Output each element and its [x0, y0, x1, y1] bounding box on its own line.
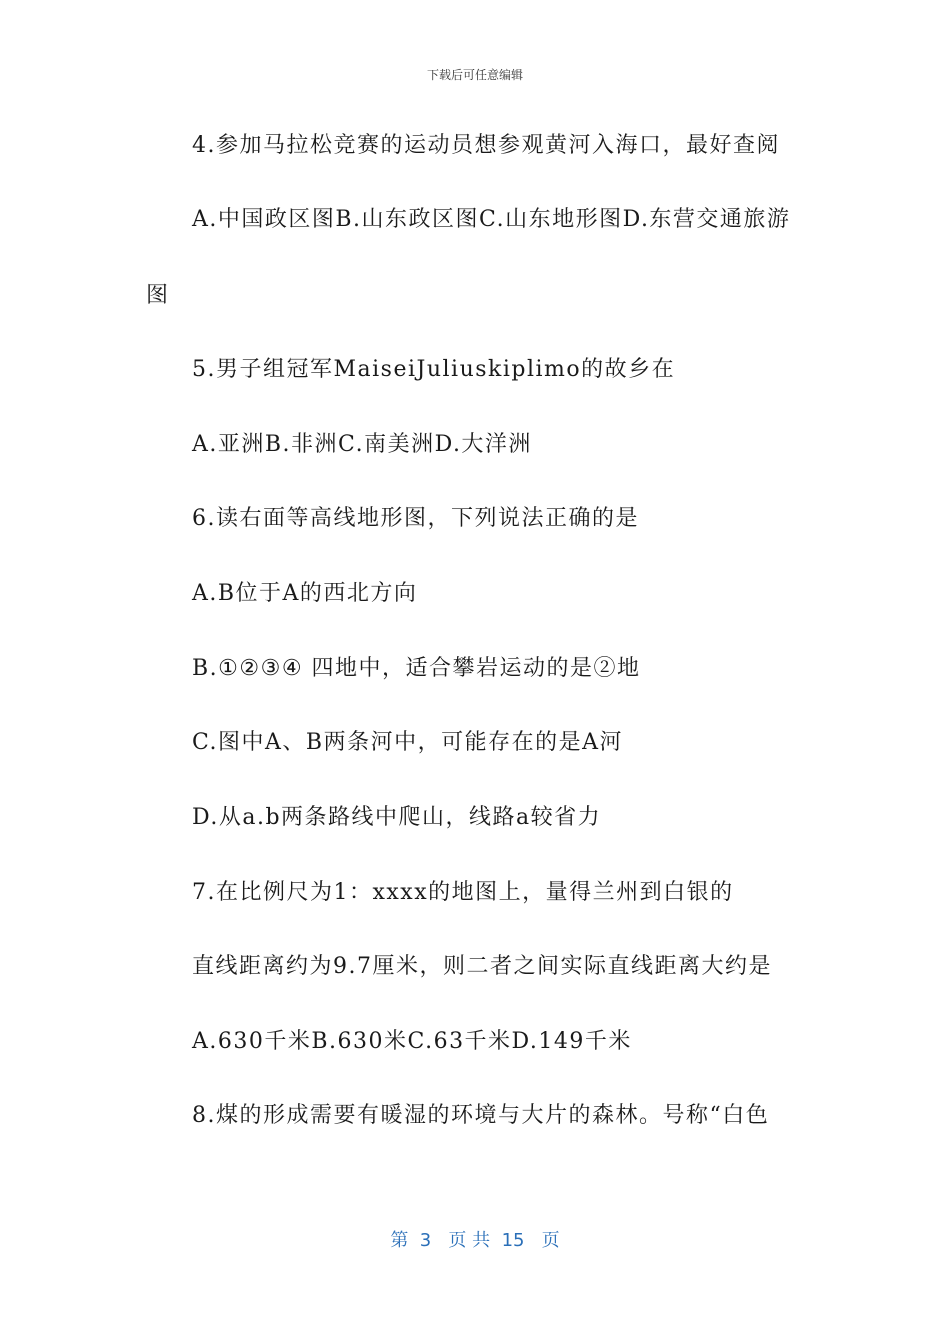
- question-5-options: A.亚洲B.非洲C.南美洲D.大洋洲: [192, 432, 532, 457]
- question-6-option-c: C.图中A、B两条河中，可能存在的是A河: [192, 730, 623, 755]
- question-6-option-a: A.B位于A的西北方向: [192, 581, 418, 606]
- question-8-stem: 8.煤的形成需要有暖湿的环境与大片的森林。号称“白色: [192, 1103, 770, 1128]
- download-note-header: 下载后可任意编辑: [426, 68, 523, 82]
- question-7-stem: 7.在比例尺为1：xxxx的地图上，量得兰州到白银的: [192, 880, 734, 905]
- question-4-stem: 4.参加马拉松竞赛的运动员想参观黄河入海口，最好查阅: [192, 133, 780, 158]
- question-7-stem-continued: 直线距离约为9.7厘米，则二者之间实际直线距离大约是: [192, 954, 772, 979]
- question-4-options: A.中国政区图B.山东政区图C.山东地形图D.东营交通旅游: [192, 207, 791, 232]
- question-5-stem: 5.男子组冠军MaiseiJuliuskiplimo的故乡在: [192, 357, 676, 382]
- page-number-footer: 第 3 页 共 15 页: [390, 1230, 560, 1251]
- question-7-options: A.630千米B.630米C.63千米D.149千米: [192, 1029, 632, 1054]
- question-6-option-b: B.①②③④ 四地中，适合攀岩运动的是②地: [192, 656, 641, 681]
- question-4-options-wrap: 图: [146, 283, 170, 308]
- question-6-stem: 6.读右面等高线地形图，下列说法正确的是: [192, 506, 639, 531]
- question-6-option-d: D.从a.b两条路线中爬山，线路a较省力: [192, 805, 602, 830]
